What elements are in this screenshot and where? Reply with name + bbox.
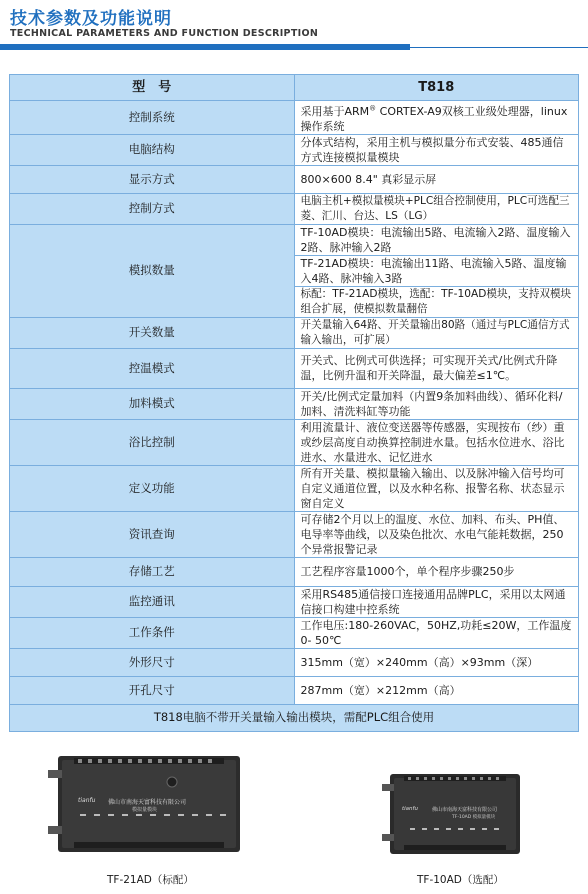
row-value: 采用RS485通信接口连接通用品牌PLC，采用以太网通信接口构建中控系统 bbox=[294, 586, 579, 617]
row-value: 800×600 8.4" 真彩显示屏 bbox=[294, 165, 579, 193]
row-label: 开关数量 bbox=[10, 317, 295, 348]
row-label: 控制方式 bbox=[10, 193, 295, 224]
row-label: 资讯查询 bbox=[10, 511, 295, 557]
table-footer-note: T818电脑不带开关量输入输出模块，需配PLC组合使用 bbox=[10, 704, 579, 731]
row-label: 外形尺寸 bbox=[10, 648, 295, 676]
model-value: T818 bbox=[294, 75, 579, 101]
row-value: 工作电压:180-260VAC，50HZ,功耗≤20W，工作温度0- 50℃ bbox=[294, 617, 579, 648]
table-row bbox=[10, 317, 579, 348]
table-row bbox=[10, 165, 579, 193]
table-row bbox=[10, 388, 579, 419]
page-title-en: TECHNICAL PARAMETERS AND FUNCTION DESCRIPTION bbox=[10, 28, 319, 39]
table-row bbox=[10, 676, 579, 704]
table-row bbox=[10, 617, 579, 648]
table-row bbox=[10, 648, 579, 676]
row-label: 监控通讯 bbox=[10, 586, 295, 617]
table-row bbox=[10, 348, 579, 388]
table-row bbox=[10, 419, 579, 465]
model-label: 型 号 bbox=[10, 75, 295, 101]
row-value: 所有开关量、模拟量输入输出、以及脉冲输入信号均可自定义通道位置，以及水种名称、报警名称、状态显示窗自定义 bbox=[294, 465, 579, 511]
row-value: 开关/比例式定量加料（内置9条加料曲线）、循环化料/加料、清洗料缸等功能 bbox=[294, 388, 579, 419]
table-row bbox=[10, 193, 579, 224]
table-row bbox=[10, 586, 579, 617]
row-label: 电脑结构 bbox=[10, 134, 295, 165]
row-value: 工艺程序容量1000个，单个程序步骤250步 bbox=[294, 557, 579, 586]
row-label: 控制系统 bbox=[10, 101, 295, 135]
row-label: 显示方式 bbox=[10, 165, 295, 193]
control-system-text: 采用基于ARM® CORTEX-A9双核工业级处理器，linux操作系统 bbox=[300, 104, 568, 133]
row-value: 分体式结构，采用主机与模拟量分布式安装、485通信方式连接模拟量模块 bbox=[294, 134, 579, 165]
tf21ad-company-label: 佛山市南海天富科技有限公司 bbox=[108, 799, 187, 806]
row-value: 电脑主机+模拟量模块+PLC组合控制使用，PLC可选配三菱、汇川、台达、LS（LG） bbox=[294, 193, 579, 224]
tf21ad-brand-label: tianfu bbox=[78, 797, 96, 804]
row-label: 浴比控制 bbox=[10, 419, 295, 465]
row-value: 标配：TF-21AD模块，选配：TF-10AD模块，支持双模块组合扩展，使模拟数量翻倍 bbox=[294, 286, 579, 317]
row-label: 工作条件 bbox=[10, 617, 295, 648]
row-label: 开孔尺寸 bbox=[10, 676, 295, 704]
tf21ad-subtitle-label: 模拟量模块 bbox=[132, 807, 158, 813]
table-footer-row bbox=[10, 704, 579, 731]
registered-mark: ® bbox=[369, 104, 377, 112]
title-underline bbox=[0, 44, 588, 51]
row-value: 开关量输入64路、开关量输出80路（通过与PLC通信方式输入输出，可扩展） bbox=[294, 317, 579, 348]
tf21ad-caption: TF-21AD（标配） bbox=[107, 874, 194, 886]
table-row bbox=[10, 224, 579, 255]
row-value: 287mm（宽）×212mm（高） bbox=[294, 676, 579, 704]
table-row bbox=[10, 101, 579, 135]
table-row bbox=[10, 465, 579, 511]
row-label: 定义功能 bbox=[10, 465, 295, 511]
row-label: 控温模式 bbox=[10, 348, 295, 388]
tf10ad-brand-label: tianfu bbox=[402, 806, 418, 812]
row-label: 模拟数量 bbox=[10, 224, 295, 317]
row-value: 315mm（宽）×240mm（高）×93mm（深） bbox=[294, 648, 579, 676]
row-label: 加料模式 bbox=[10, 388, 295, 419]
table-row bbox=[10, 511, 579, 557]
row-value: TF-10AD模块：电流输出5路、电流输入2路、温度输入2路、脉冲输入2路 bbox=[294, 224, 579, 255]
row-value: 利用流量计、液位变送器等传感器，实现按布（纱）重或纱层高度自动换算控制进水量。包括水位进水、浴比进水、水量进水、记忆进水 bbox=[294, 419, 579, 465]
table-header-row bbox=[10, 75, 579, 101]
tf10ad-subtitle-label: TF-10AD 模拟量模块 bbox=[452, 815, 496, 820]
page-title-cn: 技术参数及功能说明 bbox=[10, 9, 172, 29]
row-value: 可存储2个月以上的温度、水位、加料、布头、PH值、电导率等曲线，以及染色批次、水电气能耗数据，250个异常报警记录 bbox=[294, 511, 579, 557]
tf10ad-company-label: 佛山市南海天富科技有限公司 bbox=[432, 807, 498, 813]
tf10ad-caption: TF-10AD（选配） bbox=[417, 874, 504, 886]
row-value: TF-21AD模块：电流输出11路、电流输入5路、温度输入4路、脉冲输入3路 bbox=[294, 255, 579, 286]
table-row bbox=[10, 557, 579, 586]
spec-table bbox=[9, 74, 579, 732]
row-label: 存储工艺 bbox=[10, 557, 295, 586]
table-row bbox=[10, 134, 579, 165]
row-value-control-system bbox=[294, 101, 579, 135]
row-value: 开关式、比例式可供选择；可实现开关式/比例式升降温，比例升温和开关降温，最大偏差≤1℃。 bbox=[294, 348, 579, 388]
